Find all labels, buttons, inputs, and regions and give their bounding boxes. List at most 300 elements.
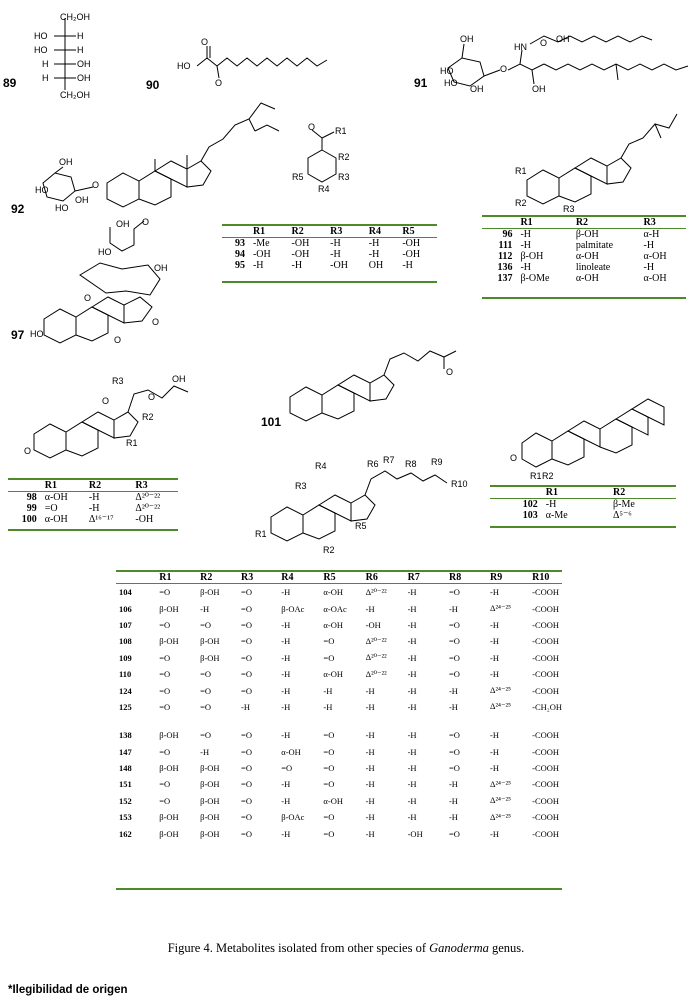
substituent-cell: =O xyxy=(241,669,252,680)
svg-text:O: O xyxy=(142,217,150,227)
substituent-cell: =O xyxy=(241,619,252,630)
substituent-cell: =O xyxy=(448,746,460,757)
svg-text:OH: OH xyxy=(77,73,91,83)
table-row: 112 β-OH α-OH α-OH xyxy=(497,251,667,262)
svg-text:O: O xyxy=(201,37,209,47)
substituent-cell: α-OH xyxy=(281,746,301,757)
svg-text:CH₂OH: CH₂OH xyxy=(60,12,90,22)
substituent-cell: -H xyxy=(365,763,375,774)
substituent-cell: -H xyxy=(281,652,291,663)
compound-id-cell: 152 xyxy=(119,795,132,806)
table-header-row: R1 R2 R3 R4 R5 R6 R7 R8 R9 R10 xyxy=(116,571,562,584)
compound-id-cell: 148 xyxy=(119,763,132,774)
svg-text:H: H xyxy=(77,31,84,41)
substituent-cell xyxy=(405,715,446,727)
structure-91 xyxy=(440,30,690,100)
substituent-cell: α-OH xyxy=(323,619,343,630)
substituent-cell: Δ²⁴⁻²⁵ xyxy=(490,811,512,822)
svg-text:R7: R7 xyxy=(383,455,395,465)
svg-text:R1: R1 xyxy=(515,166,527,176)
table-row xyxy=(116,600,562,616)
footnote: *Ilegibilidad de origen xyxy=(8,984,128,996)
structure-97 xyxy=(30,215,205,350)
svg-text:O: O xyxy=(540,38,548,48)
structure-90 xyxy=(175,38,345,88)
substituent-cell: =O xyxy=(241,636,252,647)
svg-text:O: O xyxy=(102,396,110,406)
substituent-cell: Δ²⁴⁻²⁵ xyxy=(490,795,512,806)
substituent-cell: =O xyxy=(323,652,335,663)
substituent-cell: -COOH xyxy=(532,669,560,680)
substituent-cell: -H xyxy=(365,685,375,696)
svg-text:R3: R3 xyxy=(563,204,575,214)
substituent-cell: -COOH xyxy=(532,636,560,647)
substituent-cell: =O xyxy=(241,812,252,823)
svg-text:OH: OH xyxy=(75,195,89,205)
substituent-cell: =O xyxy=(323,828,335,839)
structure-96 xyxy=(515,110,685,215)
substituent-cell: -H xyxy=(407,587,417,598)
substituent-cell: α-OH xyxy=(323,795,343,806)
svg-text:R4: R4 xyxy=(318,184,330,194)
svg-text:R10: R10 xyxy=(451,479,468,489)
structure-104-162 xyxy=(255,455,485,555)
substituent-cell xyxy=(487,715,529,727)
svg-text:HO: HO xyxy=(34,45,48,55)
table-row xyxy=(116,699,562,715)
svg-text:O: O xyxy=(510,453,518,463)
substituent-cell xyxy=(238,715,278,727)
substituent-cell: -H xyxy=(365,828,375,839)
compound-id-cell: 109 xyxy=(119,652,132,663)
substituent-cell: -H xyxy=(200,603,210,614)
substituent-cell: -H xyxy=(407,669,417,680)
figure-caption: Figure 4. Metabolites isolated from other species of Ganoderma genus. xyxy=(167,941,525,955)
svg-text:HO: HO xyxy=(34,31,48,41)
substituent-cell: =O xyxy=(200,685,212,696)
svg-text:O: O xyxy=(152,317,160,327)
table-row xyxy=(116,793,562,809)
substituent-cell: -H xyxy=(281,701,291,712)
svg-text:OH: OH xyxy=(154,263,168,273)
svg-text:R6: R6 xyxy=(367,459,379,469)
substituent-cell: =O xyxy=(241,828,252,839)
substituent-cell: =O xyxy=(241,603,252,614)
substituent-cell: =O xyxy=(159,746,171,757)
substituent-cell: =O xyxy=(323,763,335,774)
substituent-cell: -OH xyxy=(407,828,423,839)
substituent-cell: -COOH xyxy=(532,685,560,696)
substituent-cell: =O xyxy=(159,652,171,663)
substituent-cell: -H xyxy=(365,746,375,757)
substituent-cell: β-OH xyxy=(159,636,179,647)
substituent-cell: -H xyxy=(490,828,500,839)
substituent-cell: -H xyxy=(281,828,291,839)
substituent-cell: Δ²⁰⁻²² xyxy=(365,668,387,679)
substituent-cell xyxy=(446,715,487,727)
substituent-cell: =O xyxy=(241,685,252,696)
substituent-cell: α-OH xyxy=(323,669,343,680)
table-row xyxy=(116,715,562,727)
substituent-cell: α-OAc xyxy=(323,603,347,614)
table-row: 103 α-Me Δ⁵⁻⁶ xyxy=(522,510,632,521)
svg-text:OH: OH xyxy=(116,219,130,229)
substituent-cell xyxy=(197,715,238,727)
svg-text:R3: R3 xyxy=(295,481,307,491)
svg-text:H: H xyxy=(42,59,49,69)
substituent-cell: β-OH xyxy=(200,587,220,598)
table-row: 93 -Me -OH -H -H -OH xyxy=(222,238,437,250)
substituent-cell: =O xyxy=(281,763,293,774)
table-row: 99 =O -H Δ²⁰⁻²² xyxy=(26,503,161,514)
table-row: 111 -H palmitate -H xyxy=(498,240,655,251)
table-row xyxy=(116,682,562,698)
substituent-cell: =O xyxy=(159,795,171,806)
substituent-cell: =O xyxy=(200,701,212,712)
substituent-cell: β-OAc xyxy=(281,812,305,823)
compound-number-89: 89 xyxy=(3,76,17,90)
substituent-cell: -OH xyxy=(365,619,381,630)
substituent-cell: Δ²⁰⁻²² xyxy=(365,586,387,597)
table-row: 137 β-OMe α-OH α-OH xyxy=(497,273,667,284)
svg-text:R4: R4 xyxy=(315,461,327,471)
substituent-cell: -H xyxy=(281,636,291,647)
table-row xyxy=(116,666,562,682)
svg-text:R3: R3 xyxy=(338,172,350,182)
substituent-cell: -H xyxy=(281,779,291,790)
substituent-cell: -H xyxy=(448,812,458,823)
substituent-cell: -H xyxy=(490,587,500,598)
compound-id-cell: 104 xyxy=(119,587,132,598)
compound-id-cell: 138 xyxy=(119,730,132,741)
substituent-cell: -H xyxy=(407,779,417,790)
svg-text:HO: HO xyxy=(444,78,458,88)
table-row: R1 R2 R3 xyxy=(520,217,656,228)
substituent-cell: =O xyxy=(448,587,460,598)
substituent-cell: -H xyxy=(448,603,458,614)
substituent-cell: β-OH xyxy=(200,812,220,823)
substituent-cell: β-OH xyxy=(159,812,179,823)
substituent-cell: =O xyxy=(323,636,335,647)
compound-id-cell: 108 xyxy=(119,636,132,647)
svg-text:OH: OH xyxy=(460,34,474,44)
structure-92 xyxy=(35,95,290,215)
substituent-cell: -H xyxy=(407,685,417,696)
svg-text:HO: HO xyxy=(35,185,49,195)
substituent-cell: =O xyxy=(448,828,460,839)
substituent-cell: -H xyxy=(323,701,333,712)
substituent-cell: =O xyxy=(200,669,212,680)
substituent-cell: -H xyxy=(281,587,291,598)
substituent-cell: =O xyxy=(241,795,252,806)
substituent-cell: β-OH xyxy=(159,763,179,774)
substituent-cell: -CH₂OH xyxy=(532,701,562,712)
substituent-cell: =O xyxy=(323,746,335,757)
substituent-cell: =O xyxy=(159,619,171,630)
svg-text:OH: OH xyxy=(59,157,73,167)
substituent-cell: -H xyxy=(407,652,417,663)
substituent-cell: -COOH xyxy=(532,587,560,598)
table-98-100 xyxy=(8,480,178,525)
svg-text:R2: R2 xyxy=(323,545,335,555)
table-row xyxy=(116,776,562,792)
table-row: R1 R2 xyxy=(545,487,626,498)
substituent-cell: -H xyxy=(407,746,417,757)
svg-text:R2: R2 xyxy=(338,152,350,162)
svg-text:HO: HO xyxy=(30,329,44,339)
substituent-cell: -COOH xyxy=(532,652,560,663)
table-96 xyxy=(482,217,686,284)
table-row xyxy=(116,760,562,776)
svg-text:O: O xyxy=(148,392,156,402)
svg-text:OH: OH xyxy=(556,34,570,44)
compound-id-cell: 110 xyxy=(119,669,132,680)
svg-text:HO: HO xyxy=(177,61,191,71)
substituent-cell: β-OH xyxy=(159,603,179,614)
compound-number-97: 97 xyxy=(11,328,25,342)
svg-text:R9: R9 xyxy=(431,457,443,467)
svg-text:HO: HO xyxy=(440,66,454,76)
compound-id-cell: 151 xyxy=(119,779,132,790)
table-row xyxy=(116,650,562,666)
substituent-cell: =O xyxy=(159,779,171,790)
table-93-rule-bottom xyxy=(222,281,437,283)
svg-text:R1: R1 xyxy=(255,529,267,539)
substituent-cell: β-OH xyxy=(159,730,179,741)
substituent-cell: Δ²⁰⁻²² xyxy=(365,652,387,663)
substituent-cell: -COOH xyxy=(532,619,560,630)
substituent-cell: Δ²⁴⁻²⁵ xyxy=(490,685,512,696)
substituent-cell: =O xyxy=(448,669,460,680)
substituent-cell: -H xyxy=(407,812,417,823)
svg-text:O: O xyxy=(24,446,32,456)
substituent-cell: β-OH xyxy=(200,795,220,806)
table-row xyxy=(116,584,562,601)
substituent-cell: β-OH xyxy=(200,763,220,774)
structure-89 xyxy=(30,8,100,103)
substituent-cell: -H xyxy=(281,669,291,680)
substituent-cell: =O xyxy=(323,812,335,823)
substituent-cell: -H xyxy=(407,619,417,630)
substituent-cell: β-OH xyxy=(200,652,220,663)
substituent-cell: =O xyxy=(448,730,460,741)
table-row: 102 -H β-Me xyxy=(490,499,676,511)
substituent-cell: -H xyxy=(323,685,333,696)
table-row: 94 -OH -OH -H -H -OH xyxy=(234,249,421,260)
svg-text:O: O xyxy=(92,180,100,190)
substituent-cell: -H xyxy=(365,795,375,806)
substituent-cell: =O xyxy=(241,652,252,663)
substituent-cell: =O xyxy=(200,730,212,741)
substituent-cell: -H xyxy=(490,652,500,663)
substituent-cell: -H xyxy=(490,730,500,741)
svg-text:R3: R3 xyxy=(112,376,124,386)
substituent-cell: -COOH xyxy=(532,795,560,806)
structure-102-103 xyxy=(510,385,680,480)
substituent-cell: =O xyxy=(323,730,335,741)
compound-number-92: 92 xyxy=(11,202,25,216)
substituent-cell: =O xyxy=(323,779,335,790)
substituent-cell: -H xyxy=(365,730,375,741)
svg-text:OH: OH xyxy=(77,59,91,69)
svg-text:R1: R1 xyxy=(335,126,347,136)
table-98-rule-bottom xyxy=(8,529,178,531)
substituent-cell: -H xyxy=(365,812,375,823)
substituent-cell: =O xyxy=(241,746,252,757)
substituent-cell: -H xyxy=(365,603,375,614)
table-93-95 xyxy=(222,226,437,271)
substituent-cell: -H xyxy=(490,669,500,680)
compound-number-90: 90 xyxy=(146,78,160,92)
substituent-cell xyxy=(529,715,562,727)
table-row xyxy=(116,617,562,633)
substituent-cell: =O xyxy=(159,669,171,680)
table-row: R1 R2 R3 R4 R5 xyxy=(252,226,415,237)
substituent-cell: Δ²⁴⁻²⁵ xyxy=(490,778,512,789)
table-row: R1 R2 R3 xyxy=(44,480,148,491)
table-row xyxy=(116,825,562,841)
substituent-cell: -H xyxy=(490,763,500,774)
substituent-cell: -H xyxy=(407,795,417,806)
substituent-cell: -H xyxy=(407,636,417,647)
table-row: 98 α-OH -H Δ²⁰⁻²² xyxy=(8,492,178,504)
substituent-cell: -COOH xyxy=(532,763,560,774)
substituent-cell: -H xyxy=(448,685,458,696)
table-row: 96 -H β-OH α-H xyxy=(482,229,686,241)
substituent-cell: =O xyxy=(448,763,460,774)
substituent-cell: -H xyxy=(281,730,291,741)
substituent-cell: β-OH xyxy=(200,636,220,647)
substituent-cell: -H xyxy=(407,763,417,774)
substituent-cell: -COOH xyxy=(532,730,560,741)
substituent-cell: =O xyxy=(241,779,252,790)
table-row xyxy=(116,633,562,649)
svg-text:R2: R2 xyxy=(142,412,154,422)
substituent-cell: =O xyxy=(241,587,252,598)
svg-text:R2: R2 xyxy=(515,198,527,208)
substituent-cell: -H xyxy=(365,701,375,712)
svg-text:HO: HO xyxy=(55,203,69,213)
substituent-cell: Δ²⁴⁻²⁵ xyxy=(490,701,512,712)
svg-text:O: O xyxy=(114,335,122,345)
substituent-cell: =O xyxy=(200,619,212,630)
table-row: 136 -H linoleate -H xyxy=(497,262,655,273)
table-102-rule-bottom xyxy=(490,526,676,528)
substituent-cell xyxy=(278,715,320,727)
substituent-cell: -COOH xyxy=(532,828,560,839)
substituent-cell: -H xyxy=(407,701,417,712)
svg-text:R2: R2 xyxy=(542,471,554,481)
substituent-cell: Δ²⁰⁻²² xyxy=(365,635,387,646)
compound-number-91: 91 xyxy=(414,76,428,90)
svg-text:CH₂OH: CH₂OH xyxy=(60,90,90,100)
table-row xyxy=(116,809,562,825)
substituent-cell: -H xyxy=(490,746,500,757)
substituent-cell xyxy=(363,715,405,727)
substituent-cell: -H xyxy=(407,730,417,741)
substituent-cell: -H xyxy=(281,619,291,630)
compound-id-cell: 162 xyxy=(119,828,132,839)
svg-text:R5: R5 xyxy=(292,172,304,182)
table-102-103 xyxy=(490,487,676,521)
substituent-cell: -H xyxy=(241,701,251,712)
svg-text:R8: R8 xyxy=(405,459,417,469)
main-substituent-table xyxy=(116,571,562,842)
structure-98-100 xyxy=(22,370,192,470)
substituent-cell: β-OAc xyxy=(281,603,305,614)
svg-text:HN: HN xyxy=(514,42,527,52)
substituent-cell: =O xyxy=(448,652,460,663)
svg-text:OH: OH xyxy=(172,374,186,384)
substituent-cell: =O xyxy=(448,619,460,630)
substituent-cell: -H xyxy=(200,746,210,757)
substituent-cell: =O xyxy=(448,636,460,647)
substituent-cell: =O xyxy=(159,685,171,696)
substituent-cell: β-OH xyxy=(200,779,220,790)
substituent-cell: -H xyxy=(490,619,500,630)
substituent-cell: -COOH xyxy=(532,746,560,757)
table-96-rule-bottom xyxy=(482,297,686,299)
svg-text:R1: R1 xyxy=(126,438,138,448)
compound-id-cell: 153 xyxy=(119,812,132,823)
substituent-cell: -H xyxy=(281,795,291,806)
table-row: 95 -H -H -OH OH -H xyxy=(234,260,413,271)
substituent-cell: -H xyxy=(365,779,375,790)
substituent-cell: β-OH xyxy=(159,828,179,839)
compound-number-101: 101 xyxy=(261,415,282,429)
substituent-cell: =O xyxy=(159,701,171,712)
svg-text:OH: OH xyxy=(470,84,484,94)
substituent-cell: -H xyxy=(407,603,417,614)
main-table-rule-bottom xyxy=(116,888,562,890)
substituent-cell: -COOH xyxy=(532,812,560,823)
substituent-cell: -H xyxy=(448,779,458,790)
svg-text:R1: R1 xyxy=(530,471,542,481)
substituent-cell: β-OH xyxy=(200,828,220,839)
svg-text:H: H xyxy=(42,73,49,83)
svg-text:O: O xyxy=(84,293,92,303)
substituent-cell: -H xyxy=(281,685,291,696)
substituent-cell: -COOH xyxy=(532,603,560,614)
svg-text:O: O xyxy=(500,64,508,74)
svg-text:O: O xyxy=(446,367,454,377)
substituent-cell: -COOH xyxy=(532,779,560,790)
compound-id-cell: 147 xyxy=(119,746,132,757)
svg-text:O: O xyxy=(308,122,316,132)
substituent-cell: -H xyxy=(490,636,500,647)
substituent-cell xyxy=(156,715,197,727)
substituent-cell: α-OH xyxy=(323,587,343,598)
svg-text:OH: OH xyxy=(532,84,546,94)
substituent-cell xyxy=(320,715,362,727)
structure-93-95 xyxy=(288,124,368,199)
table-row: 100 α-OH Δ¹⁶⁻¹⁷ -OH xyxy=(21,514,154,525)
svg-text:HO: HO xyxy=(98,247,112,257)
svg-text:H: H xyxy=(77,45,84,55)
table-row xyxy=(116,727,562,743)
substituent-cell: =O xyxy=(241,730,252,741)
compound-id-cell xyxy=(116,715,156,727)
compound-id-cell: 107 xyxy=(119,619,132,630)
substituent-cell: =O xyxy=(241,763,252,774)
compound-id-cell: 106 xyxy=(119,603,132,614)
substituent-cell: =O xyxy=(159,587,171,598)
svg-text:O: O xyxy=(215,78,223,88)
svg-text:R5: R5 xyxy=(355,521,367,531)
compound-id-cell: 124 xyxy=(119,685,132,696)
substituent-cell: Δ²⁴⁻²⁵ xyxy=(490,603,512,614)
structure-101 xyxy=(280,345,460,425)
